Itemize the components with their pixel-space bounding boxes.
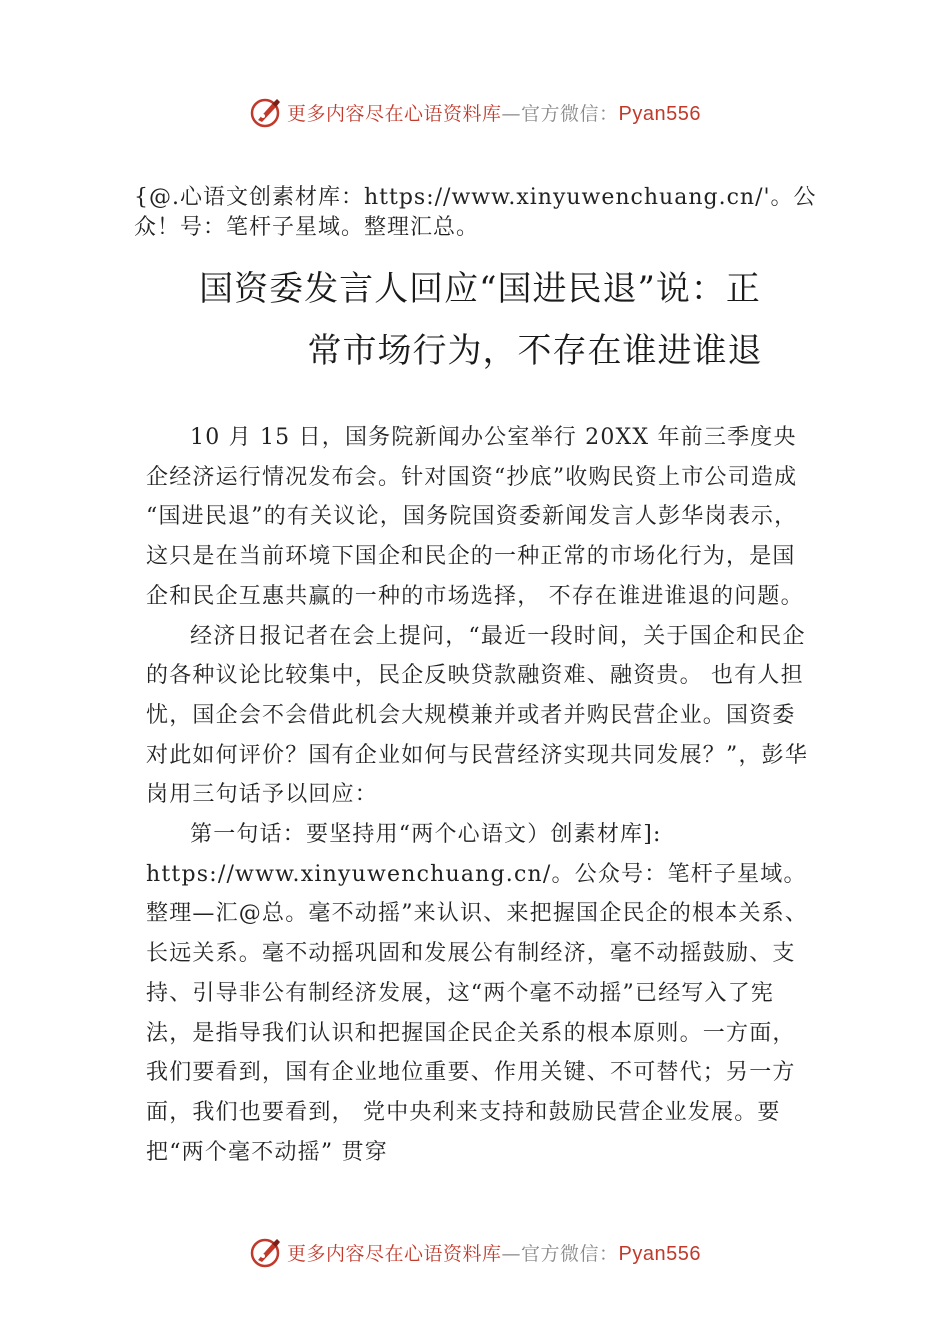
article-title [130,258,830,382]
pen-logo-icon [249,95,283,129]
paragraph: 经济日报记者在会上提问，“最近一段时间，关于国企和民企的各种议论比较集中，民企反映贷款融资难、融资贵。 也有人担忧，国企会不会借此机会大规模兼并或者并购民营企业。国资委对此如何评价？国有企业如何与民营经济实现共同发展？”，彭华岗用三句话予以回应： [146,623,809,808]
article-body [146,418,816,1172]
title-line-1: 国资委发言人回应“国进民退”说：正 [199,269,761,309]
paragraph: https://www.xinyuwenchuang.cn/。公众号：笔杆子星域。整理—汇@总。毫不动摇”来认识、来把握国企民企的根本关系、长远关系。毫不动摇巩固和发展公有制经济，毫不动摇鼓励、支持、引导非公有制经济发展，这“两个毫不动摇”已经写入了宪法，是指导我们认识和把握国企民企关系的根本原则。一方面，我们要看到，国有企业地位重要、作用关键、不可替代；另一方面，我们也要看到， 党中央利来支持和鼓励民营企业发展。要把“两个毫不动摇” 贯穿 [146,861,809,1165]
top-banner [0,92,950,132]
paragraph: 第一句话：要坚持用“两个心语文）创素材库]: [190,822,662,848]
banner-text: 更多内容尽在心语资料库—官方微信：Pyan556 [287,102,701,125]
title-line-2: 常市场行为，不存在谁进谁退 [307,331,763,371]
bottom-banner [0,1232,950,1272]
banner-text: 更多内容尽在心语资料库—官方微信：Pyan556 [287,1242,701,1265]
header-note: {@.心语文创素材库：https://www.xinyuwenchuang.cn/'。公众！号：笔杆子星域。整理汇总。 [134,185,817,240]
pen-logo-icon [249,1235,283,1269]
paragraph: 10 月 15 日，国务院新闻办公室举行 20XX 年前三季度央企经济运行情况发布会。针对国资“抄底”收购民资上市公司造成 “国进民退”的有关议论，国务院国资委新闻发言人彭华岗表示，这只是在当前环境下国企和民企的一种正常的市场化行为，是国企和民企互惠共赢的一种的市场选择， 不存在谁进谁退的问题。 [146,425,804,609]
